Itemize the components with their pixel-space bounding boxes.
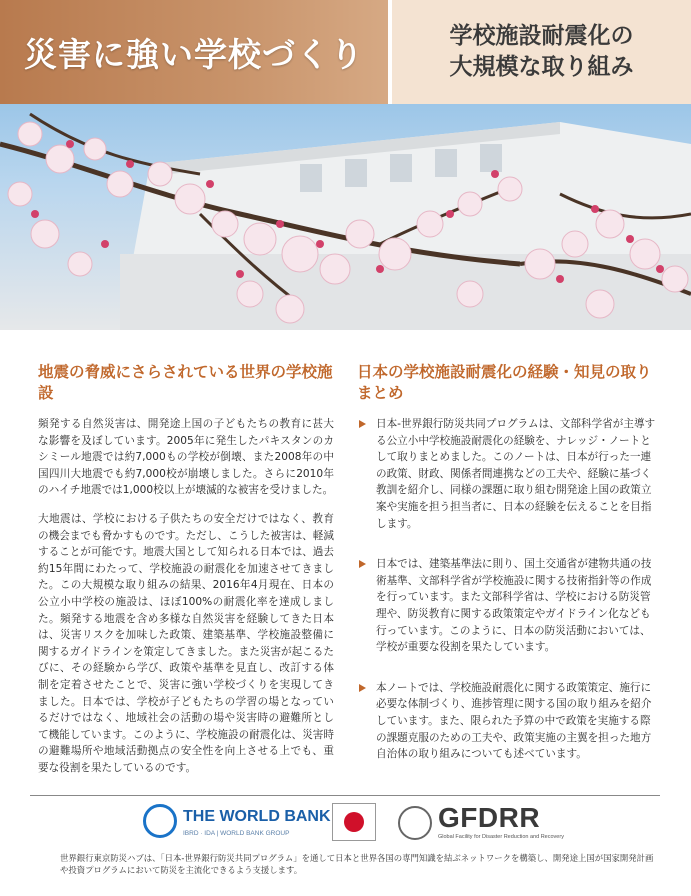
gfdrr-tagline: Global Facility for Disaster Reduction and Recovery	[438, 834, 564, 840]
cherry-blossom-illustration	[0, 104, 691, 330]
right-bullet-2-text: 日本では、建築基準法に則り、国土交通省が建物共通の技術基準、文部科学省が学校施設に関する技術指針等の作成を行っています。また文部科学省は、学校における防災管理や、防災教育に関する政策策定やガイドライン化なども行っています。このように、日本の防災活動においては、学校が重要な役割を果たしています。	[376, 558, 652, 654]
gfdrr-logo	[398, 802, 564, 846]
left-paragraph-2: 大地震は、学校における子供たちの安全だけではなく、教育の機会までも脅かすものです。ただし、こうした被害は、軽減することが可能です。地震大国として知られる日本では、過去約15年間にわたって、学校施設の耐震化を加速させてきました。この大規模な取り組みの結果、2016年4月現在、日本の公立小中学校の施設は、ほぼ100%の耐震化率を達成しました。頻発する地震を含め多様な自然災害を経験してきた日本は、災害リスクを加味した政策、建築基準、学校施設整備に関するガイドラインを策定してきました。また災害が起こるたびに、その経験から学び、政策や基準を見直し、改訂する体制を定着させたことで、災害に強い学校づくりを実現してきました。日本では、学校が子どもたちの学習の場となっているだけではなく、地域社会の活動の場や災害時の避難所として機能しています。このように、学校施設の耐震化は、災害時の避難場所や地域活動拠点の安全性を向上させる上でも、重要な役割を果たしているのです。	[38, 512, 334, 774]
right-bullet-1-text: 日本-世界銀行防災共同プログラムは、文部科学省が主導する公立小中学校施設耐震化の経験を、ナレッジ・ノートとして取りまとめました。このノートは、日本が行った一連の政策、財政、関係者間連携などの工夫や、経験に基づく教訓を紹介し、同様の課題に取り組む開発途上国の政策立案や実施を担う担当者に、日本の経験を伝えることを目指します。	[376, 418, 656, 530]
japan-flag-icon	[332, 803, 376, 841]
gfdrr-emblem-icon	[398, 806, 432, 840]
right-bullet-1	[357, 416, 657, 532]
triangle-bullet-icon	[359, 560, 366, 568]
world-bank-logo	[143, 804, 331, 846]
left-section-title: 地震の脅威にさらされている世界の学校施設	[38, 363, 333, 402]
left-column	[38, 362, 334, 788]
triangle-bullet-icon	[359, 420, 366, 428]
subtitle-line-2: 大規模な取り組み	[449, 54, 634, 80]
subtitle-line-1: 学校施設耐震化の	[449, 23, 634, 49]
right-bullet-3	[357, 680, 657, 763]
footer-note: 世界銀行東京防災ハブは、「日本-世界銀行防災共同プログラム」を通して日本と世界各国の専門知識を結ぶネットワークを構築し、開発途上国が国家開発計画や投資プログラムにおいて防災を主流化できるよう支援します。	[60, 853, 654, 875]
header-band	[0, 0, 691, 104]
world-bank-name: THE WORLD BANK	[183, 808, 331, 825]
right-column	[357, 362, 657, 787]
gfdrr-name: GFDRR	[438, 802, 541, 833]
left-paragraph-1: 頻発する自然災害は、開発途上国の子どもたちの教育に甚大な影響を及ぼしています。2005年に発生したパキスタンのカシミール地震では約7,000もの学校が倒壊、また2008年の中国四川大地震でも約7,000校が崩壊しました。さらに2010年のハイチ地震では1,000校以上が壊滅的な被害を受けました。	[38, 418, 334, 497]
right-bullet-2	[357, 556, 657, 656]
right-section-title: 日本の学校施設耐震化の経験・知見の取りまとめ	[357, 363, 652, 402]
footer-divider	[30, 795, 660, 796]
main-title-block	[0, 0, 388, 104]
main-title: 災害に強い学校づくり	[24, 34, 364, 74]
subtitle-block	[392, 0, 691, 104]
world-bank-globe-icon	[143, 804, 177, 838]
world-bank-subtitle: IBRD · IDA | WORLD BANK GROUP	[183, 830, 290, 837]
flag-sun-disc	[344, 812, 364, 832]
cherry-blossom-photo	[0, 104, 691, 330]
right-bullet-3-text: 本ノートでは、学校施設耐震化に関する政策策定、施行に必要な体制づくり、進捗管理に関する国の取り組みを紹介しています。また、限られた予算の中で政策を実施する際の課題克服のための工夫や、政策実施の主翼を担った地方自治体の取り組みについても述べています。	[376, 681, 652, 761]
triangle-bullet-icon	[359, 684, 366, 692]
